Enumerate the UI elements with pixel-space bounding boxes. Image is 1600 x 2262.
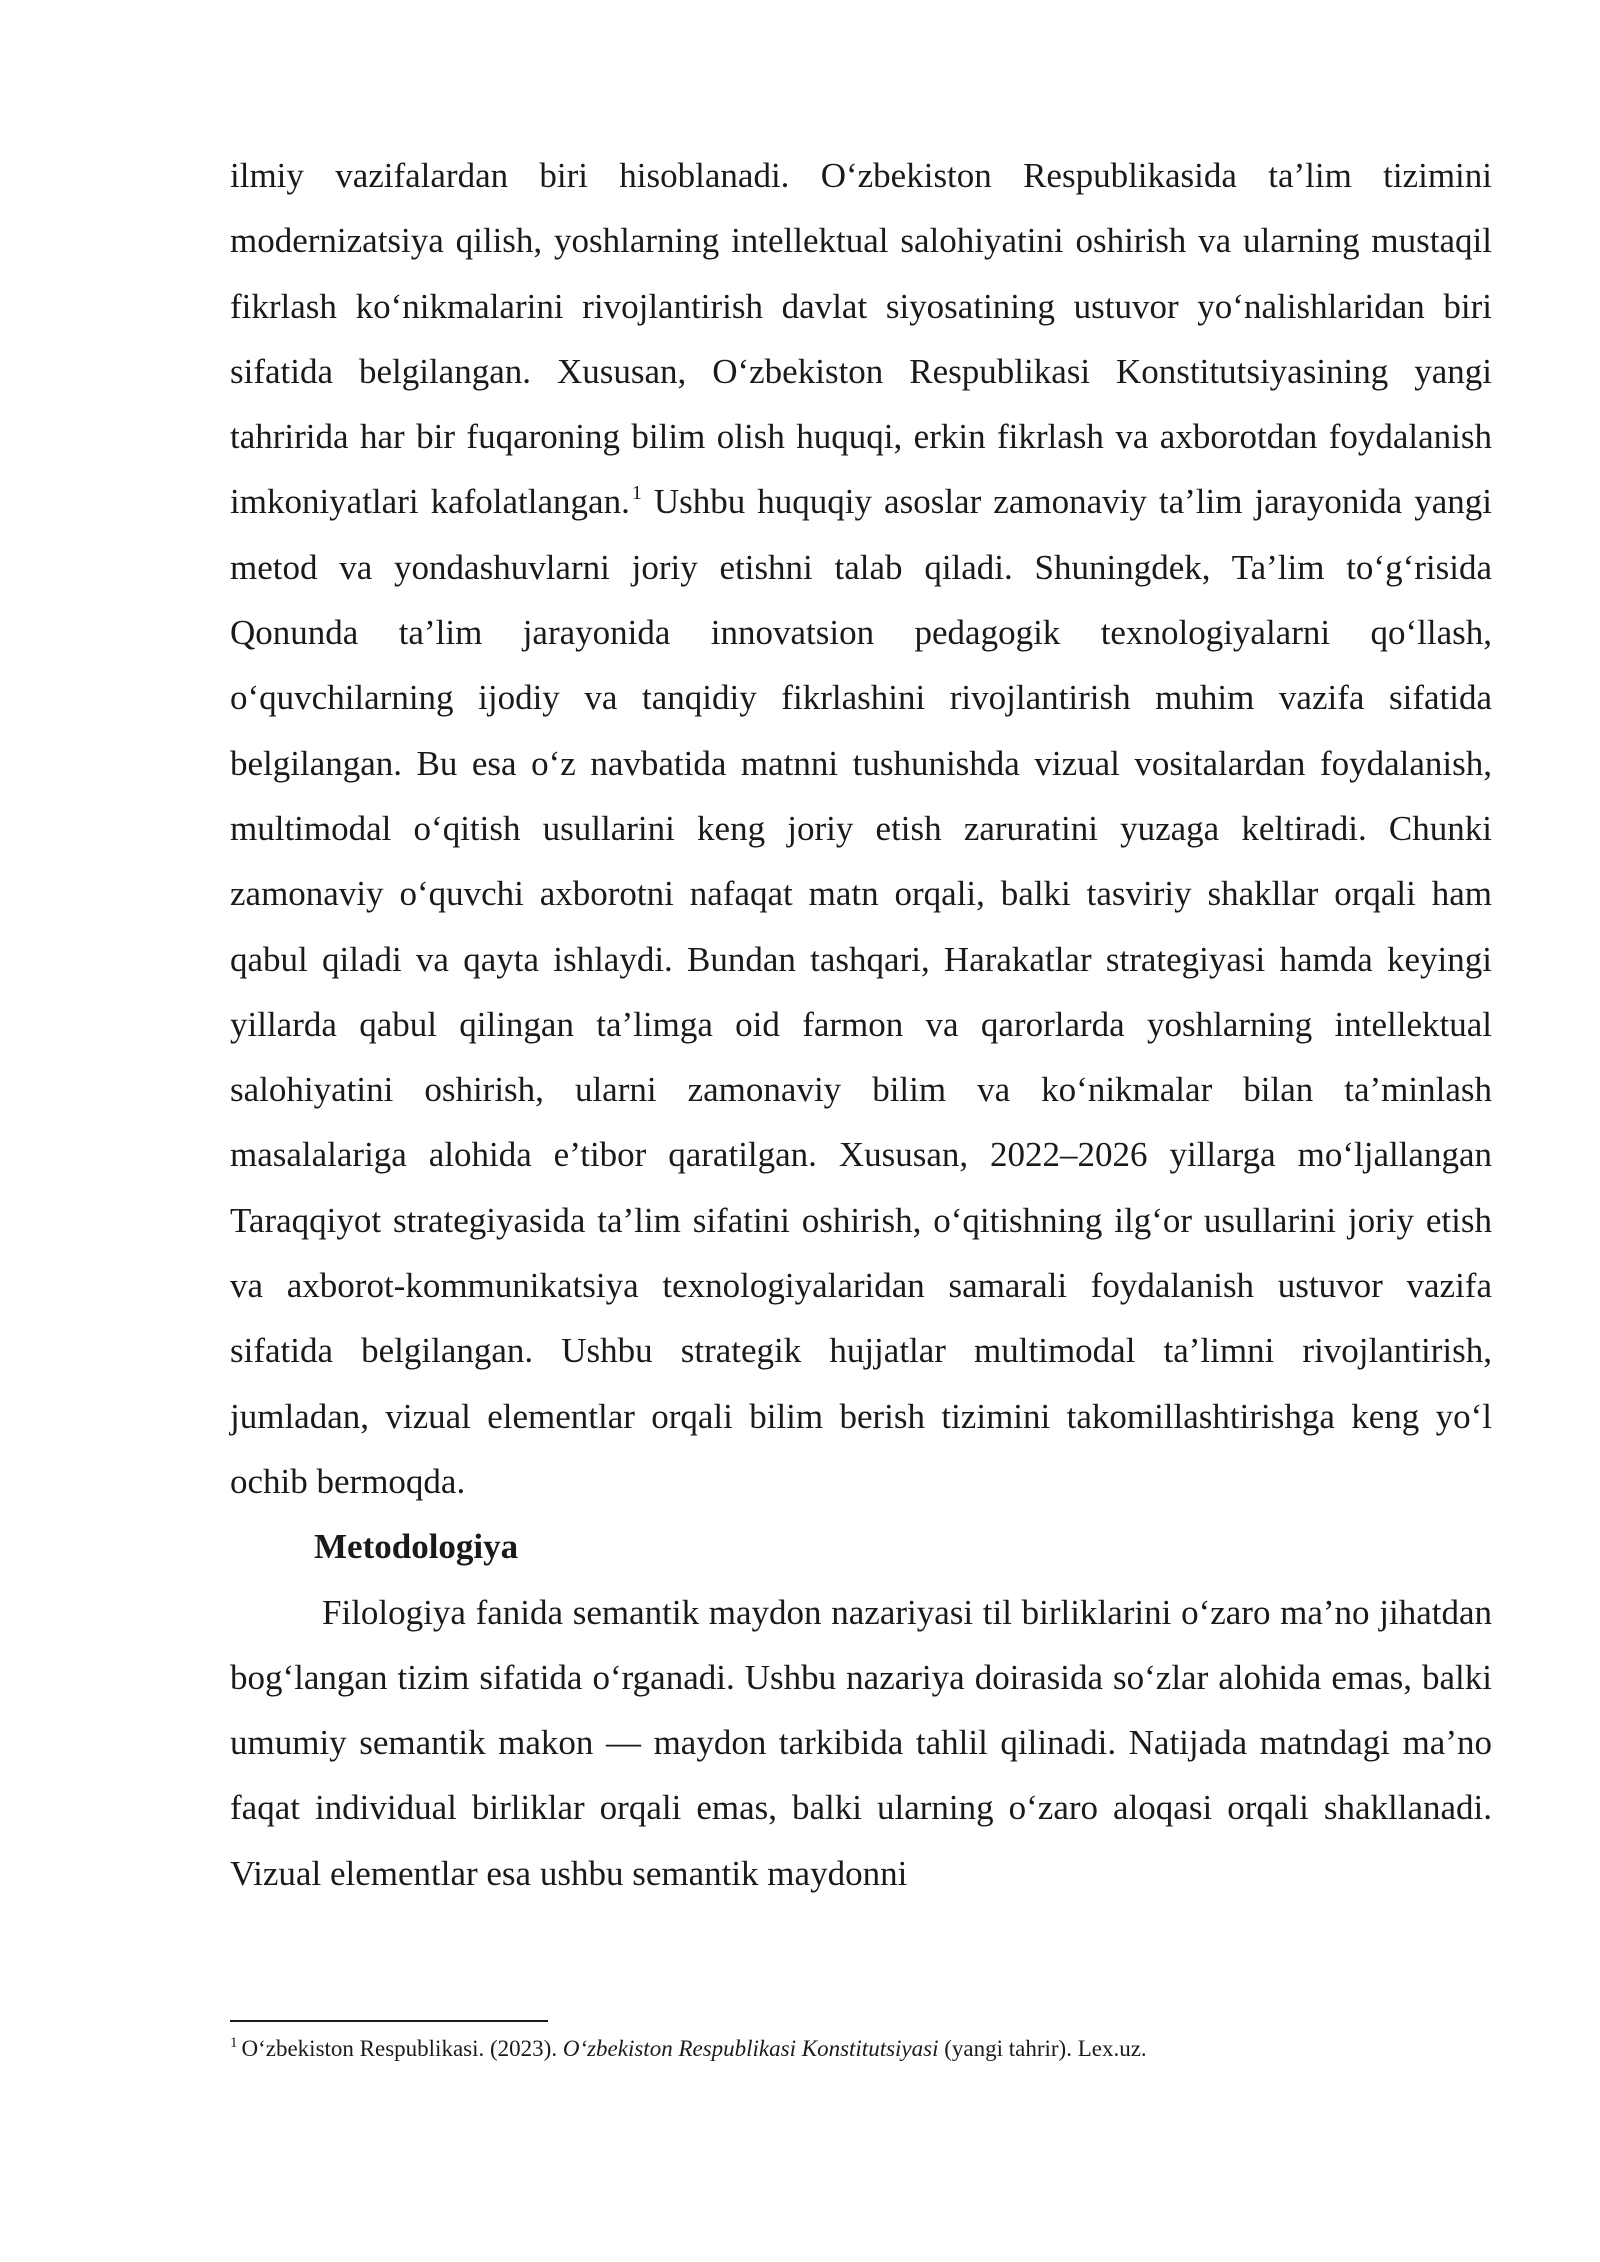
footnote-suffix: (yangi tahrir). Lex.uz. xyxy=(938,2036,1147,2061)
footnote xyxy=(230,2033,1492,2065)
paragraph-2: Filologiya fanida semantik maydon nazariyasi til birliklarini o‘zaro ma’no jihatdan bog‘langan tizim sifatida o‘rganadi. Ushbu nazariya doirasida so‘zlar alohida emas, balki umumiy semantik makon — maydon tarkibida tahlil qilinadi. Natijada matndagi ma’no faqat individual birliklar orqali emas, balki ularning o‘zaro aloqasi orqali shakllanadi. Vizual elementlar esa ushbu semantik maydonni xyxy=(230,1592,1492,1893)
footnote-separator xyxy=(230,2020,548,2022)
footnote-title: O‘zbekiston Respublikasi Konstitutsiyasi xyxy=(562,2036,939,2061)
footnote-marker: 1 xyxy=(230,2035,238,2052)
footnote-prefix: O‘zbekiston Respublikasi. (2023). xyxy=(241,2036,563,2061)
main-text-block xyxy=(230,143,1492,1906)
footnote-reference[interactable]: 1 xyxy=(631,481,642,504)
section-heading: Metodologiya xyxy=(314,1527,519,1567)
paragraph-1-part-2: Ushbu huquqiy asoslar zamonaviy ta’lim jarayonida yangi metod va yondashuvlarni joriy etishni talab qiladi. Shuningdek, Ta’lim to‘g‘risida Qonunda ta’lim jarayonida innovatsion pedagogik texnologiyalarni qo‘llash, o‘quvchilarning ijodiy va tanqidiy fikrlashini rivojlantirish muhim vazifa sifatida belgilangan. Bu esa o‘z navbatida matnni tushunishda vizual vositalardan foydalanish, multimodal o‘qitish usullarini keng joriy etish zaruratini yuzaga keltiradi. Chunki zamonaviy o‘quvchi axborotni nafaqat matn orqali, balki tasviriy shakllar orqali ham qabul qiladi va qayta ishlaydi. Bundan tashqari, Harakatlar strategiyasi hamda keyingi yillarda qabul qilingan ta’limga oid farmon va qarorlarda yoshlarning intellektual salohiyatini oshirish, ularni zamonaviy bilim va ko‘nikmalar bilan ta’minlash masalalariga alohida e’tibor qaratilgan. Xususan, 2022–2026 yillarga mo‘ljallangan Taraqqiyot strategiyasida ta’lim sifatini oshirish, o‘qitishning ilg‘or usullarini joriy etish va axborot-kommunikatsiya texnologiyalaridan samarali foydalanish ustuvor vazifa sifatida belgilangan. Ushbu strategik hujjatlar multimodal ta’limni rivojlantirish, jumladan, vizual elementlar orqali bilim berish tizimini takomillashtirishga keng yo‘l ochib bermoqda. xyxy=(230,482,1492,1501)
paragraph-1-part-1: ilmiy vazifalardan biri hisoblanadi. O‘zbekiston Respublikasida ta’lim tizimini modernizatsiya qilish, yoshlarning intellektual salohiyatini oshirish va ularning mustaqil fikrlash ko‘nikmalarini rivojlantirish davlat siyosatining ustuvor yo‘nalishlaridan biri sifatida belgilangan. Xususan, O‘zbekiston Respublikasi Konstitutsiyasining yangi tahririda har bir fuqaroning bilim olish huquqi, erkin fikrlash va axborotdan foydalanish imkoniyatlari kafolatlangan. xyxy=(230,156,1492,522)
paragraph-1 xyxy=(230,143,1492,1514)
